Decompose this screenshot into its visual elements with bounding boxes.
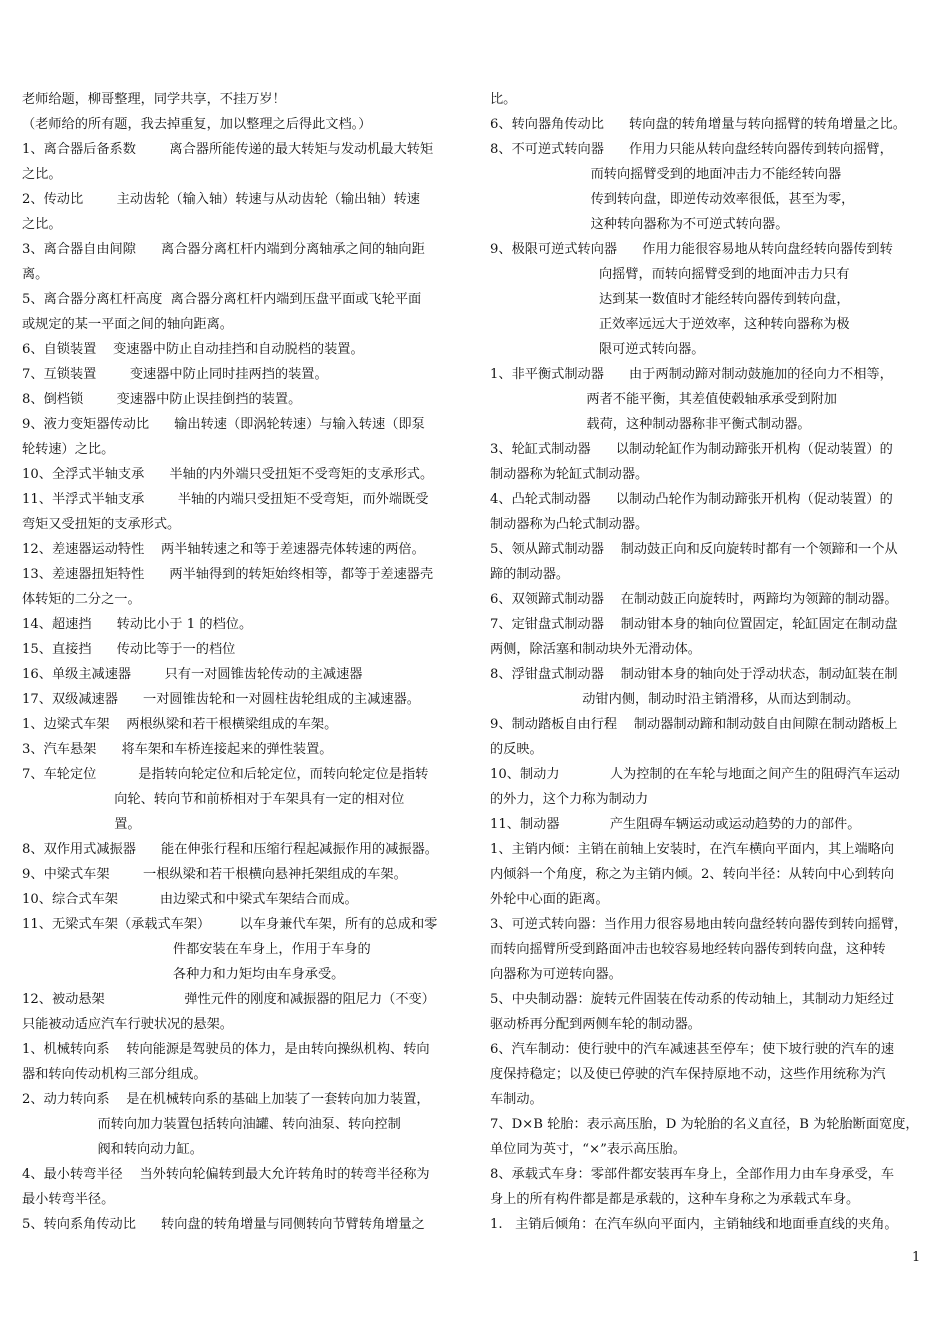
text-line: 4、最小转弯半径 当外转向轮偏转到最大允许转角时的转弯半径称为 [22,1167,430,1182]
text-line: 轮转速）之比。 [22,442,115,457]
text-line: 7、D×B 轮胎：表示高压胎，D 为轮胎的名义直径，B 为轮胎断面宽度， [490,1117,919,1132]
text-line: 内倾斜一个角度，称之为主销内倾。2、转向半径：从转向中心到转向 [490,867,895,882]
text-line: 9、极限可逆式转向器 作用力能很容易地从转向盘经转向器传到转 [490,242,893,257]
text-line: 6、自锁装置 变速器中防止自动挂挡和自动脱档的装置。 [22,342,364,357]
text-line: 制动器称为凸轮式制动器。 [490,517,649,532]
text-line: 1、非平衡式制动器 由于两制动蹄对制动鼓施加的径向力不相等， [490,367,893,382]
text-line: 6、双领蹄式制动器 在制动鼓正向旋转时，两蹄均为领蹄的制动器。 [490,592,898,607]
text-line: 10、全浮式半轴支承 半轴的内外端只受扭矩不受弯矩的支承形式。 [22,467,434,482]
text-line: 的外力，这个力称为制动力 [490,792,649,807]
text-line: 8、浮钳盘式制动器 制动钳本身的轴向处于浮动状态，制动缸装在制 [490,667,898,682]
left-column [22,87,458,1237]
text-line: 弯矩又受扭矩的支承形式。 [22,517,181,532]
text-line: 而转向摇臂所受到路面冲击也较容易地经转向器传到转向盘，这种转 [490,942,886,957]
text-line: 传到转向盘，即逆传动效率很低，甚至为零， [490,192,855,207]
text-line: 8、不可逆式转向器 作用力只能从转向盘经转向器传到转向摇臂， [490,142,893,157]
text-line: 9、液力变矩器传动比 输出转速（即涡轮转速）与输入转速（即泵 [22,417,425,432]
text-line: 件都安装在车身上，作用于车身的 [22,942,371,957]
text-line: 1、机械转向系 转向能源是驾驶员的体力，是由转向操纵机构、转向 [22,1042,430,1057]
text-line: 向轮、转向节和前桥相对于车架具有一定的相对位 [22,792,405,807]
text-line: 载荷，这种制动器称非平衡式制动器。 [490,417,811,432]
text-line: 5、离合器分离杠杆高度 离合器分离杠杆内端到压盘平面或飞轮平面 [22,292,422,307]
text-line: 8、双作用式减振器 能在伸张行程和压缩行程起减振作用的减振器。 [22,842,438,857]
text-line: 正效率远远大于逆效率，这种转向器称为极 [490,317,850,332]
text-line: 车制动。 [490,1092,543,1107]
text-line: 10、综合式车架 由边梁式和中梁式车架结合而成。 [22,892,358,907]
text-line: 两侧，除活塞和制动块外无滑动体。 [490,642,701,657]
text-line: 之比。 [22,167,62,182]
text-line: 驱动桥再分配到两侧车轮的制动器。 [490,1017,701,1032]
text-line: 单位同为英寸，“×”表示高压胎。 [490,1142,686,1157]
text-line: 之比。 [22,217,62,232]
text-line: 12、差速器运动特性 两半轴转速之和等于差速器壳体转速的两倍。 [22,542,425,557]
text-line: 动钳内侧，制动时沿主销滑移，从而达到制动。 [490,692,860,707]
text-line: 12、被动悬架 弹性元件的刚度和减振器的阻尼力（不变） [22,992,435,1007]
text-line: 2、动力转向系 是在机械转向系的基础上加装了一套转向加力装置， [22,1092,430,1107]
text-line: 两者不能平衡，其差值使毂轴承承受到附加 [490,392,837,407]
text-line: 6、汽车制动：使行驶中的汽车减速甚至停车；使下坡行驶的汽车的速 [490,1042,895,1057]
text-line: 比。 [490,92,517,107]
text-line: 8、承载式车身：零部件都安装再车身上，全部作用力由车身承受，车 [490,1167,895,1182]
page-number: 1 [912,1250,921,1265]
text-line: 的反映。 [490,742,543,757]
text-line: 9、中梁式车架 一根纵梁和若干根横向悬神托架组成的车架。 [22,867,407,882]
text-line: 5、领从蹄式制动器 制动鼓正向和反向旋转时都有一个领蹄和一个从 [490,542,898,557]
text-line: 1、边梁式车架 两根纵梁和若干根横梁组成的车架。 [22,717,338,732]
text-line: 置。 [22,817,141,832]
text-line: 4、凸轮式制动器 以制动凸轮作为制动蹄张开机构（促动装置）的 [490,492,893,507]
text-line: 器和转向传动机构三部分组成。 [22,1067,207,1082]
text-line: 或规定的某一平面之间的轴向距离。 [22,317,233,332]
text-line: 16、单级主减速器 只有一对圆锥齿轮传动的主减速器 [22,667,363,682]
text-line: 17、双级减速器 一对圆锥齿轮和一对圆柱齿轮组成的主减速器。 [22,692,420,707]
text-line: 身上的所有构件都是都是承载的，这种车身称之为承载式车身。 [490,1192,860,1207]
text-line: 达到某一数值时才能经转向器传到转向盘， [490,292,850,307]
text-line: 老师给题，柳哥整理，同学共享，不挂万岁！ [22,92,286,107]
text-line: 14、超速挡 转动比小于 1 的档位。 [22,617,253,632]
text-line: 这种转向器称为不可逆式转向器。 [490,217,789,232]
text-line: 向器称为可逆转向器。 [490,967,622,982]
text-line: 而转向加力装置包括转向油罐、转向油泵、转向控制 [22,1117,401,1132]
text-line: 各种力和力矩均由车身承受。 [22,967,345,982]
text-line: 1、离合器后备系数 离合器所能传递的最大转矩与发动机最大转矩 [22,142,434,157]
text-line: 向摇臂，而转向摇臂受到的地面冲击力只有 [490,267,850,282]
right-column [490,87,926,1237]
text-line: 9、制动踏板自由行程 制动器制动蹄和制动鼓自由间隙在制动踏板上 [490,717,898,732]
text-line: 13、差速器扭矩特性 两半轴得到的转矩始终相等，都等于差速器壳 [22,567,434,582]
text-line: 5、中央制动器：旋转元件固装在传动系的传动轴上，其制动力矩经过 [490,992,895,1007]
text-line: 5、转向系角传动比 转向盘的转角增量与同侧转向节臂转角增量之 [22,1217,425,1232]
text-line: 外轮中心面的距离。 [490,892,609,907]
text-line: 10、制动力 人为控制的在车轮与地面之间产生的阻碍汽车运动 [490,767,900,782]
text-line: 体转矩的二分之一。 [22,592,141,607]
text-line: 蹄的制动器。 [490,567,570,582]
text-line: 3、离合器自由间隙 离合器分离杠杆内端到分离轴承之间的轴向距 [22,242,425,257]
text-line: 而转向摇臂受到的地面冲击力不能经转向器 [490,167,842,182]
text-line: 3、轮缸式制动器 以制动轮缸作为制动蹄张开机构（促动装置）的 [490,442,893,457]
text-line: 只能被动适应汽车行驶状况的悬架。 [22,1017,233,1032]
text-line: 6、转向器角传动比 转向盘的转角增量与转向摇臂的转角增量之比。 [490,117,906,132]
text-line: 1. 主销后倾角：在汽车纵向平面内，主销轴线和地面垂直线的夹角。 [490,1217,898,1232]
text-line: 7、车轮定位 是指转向轮定位和后轮定位，而转向轮定位是指转 [22,767,429,782]
text-line: 3、汽车悬架 将车架和车桥连接起来的弹性装置。 [22,742,333,757]
text-line: 11、半浮式半轴支承 半轴的内端只受扭矩不受弯矩，而外端既受 [22,492,429,507]
text-line: 制动器称为轮缸式制动器。 [490,467,649,482]
text-line: 11、无梁式车架（承载式车架） 以车身兼代车架，所有的总成和零 [22,917,438,932]
text-line: 15、直接挡 传动比等于一的档位 [22,642,236,657]
text-line: 7、定钳盘式制动器 制动钳本身的轴向位置固定，轮缸固定在制动盘 [490,617,898,632]
text-line: 8、倒档锁 变速器中防止误挂倒挡的装置。 [22,392,302,407]
text-line: 离。 [22,267,49,282]
text-line: 最小转弯半径。 [22,1192,115,1207]
text-line: 度保持稳定；以及使已停驶的汽车保持原地不动，这些作用统称为汽 [490,1067,886,1082]
text-line: 11、制动器 产生阻碍车辆运动或运动趋势的力的部件。 [490,817,861,832]
text-line: 3、可逆式转向器：当作用力很容易地由转向盘经转向器传到转向摇臂， [490,917,908,932]
text-line: 7、互锁装置 变速器中防止同时挂两挡的装置。 [22,367,328,382]
text-line: 阀和转向动力缸。 [22,1142,203,1157]
text-line: 2、传动比 主动齿轮（输入轴）转速与从动齿轮（输出轴）转速 [22,192,420,207]
text-line: 1、主销内倾：主销在前轴上安装时，在汽车横向平面内，其上端略向 [490,842,895,857]
text-line: 限可逆式转向器。 [490,342,705,357]
text-line: （老师给的所有题，我去掉重复，加以整理之后得此文档。） [22,117,372,132]
